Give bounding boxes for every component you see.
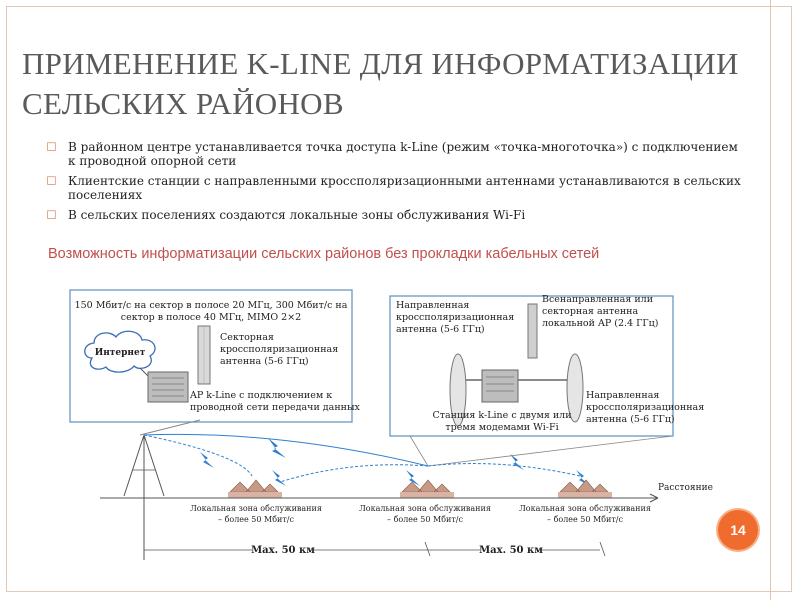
ap-label-1: AP k-Line с подключением к [190,390,333,401]
zone-label-2-line-2: – более 50 Мбит/с [387,515,463,524]
title-line-2: СЕЛЬСКИХ РАЙОНОВ [22,86,344,121]
dir-antenna-right-label-1: Направленная [586,390,660,401]
village-middle-icon [400,480,454,498]
dir-antenna-left-label-2: кроссполяризационная [396,312,515,323]
dir-antenna-right-label-3: антенна (5-6 ГГц) [586,414,675,425]
sector-antenna-label-3: антенна (5-6 ГГц) [220,356,309,367]
bullet-marker-icon: ◻ [46,207,57,222]
omni-antenna-label-1: Всенаправленная или [542,294,654,305]
zone-label-3-line-2: – более 50 Мбит/с [547,515,623,524]
ap-label-2: проводной сети передачи данных [190,402,360,413]
station-label-1: Станция k-Line с двумя или [432,410,572,421]
dir-antenna-left-label-1: Направленная [396,300,470,311]
zone-label-3-line-1: Локальная зона обслуживания [519,504,651,513]
axis-label: Расстояние [658,483,713,493]
internet-label: Интернет [94,348,146,358]
speed-text-line-1: 150 Мбит/с на сектор в полосе 20 МГц, 300 Мбит/с на [74,300,348,311]
network-diagram [40,280,720,565]
zone-label-2-line-1: Локальная зона обслуживания [359,504,491,513]
omni-antenna-label-3: локальной AP (2.4 ГГц) [542,318,659,329]
left-panel [70,290,361,422]
bullet-item [46,208,746,222]
bullet-text: В сельских поселениях создаются локальные зоны обслуживания Wi-Fi [68,208,526,222]
access-point-icon [148,372,188,402]
bullet-list [46,140,746,228]
sector-antenna-label-1: Секторная [220,332,274,343]
distance-tick [600,542,605,556]
bullet-text: Клиентские станции с направленными кроссполяризационными антеннами устанавливаются в сельских поселениях [68,174,741,202]
slide-side-rule [770,0,771,600]
sector-antenna-label-2: кроссполяризационная [220,344,339,355]
zone-label-1-line-2: – более 50 Мбит/с [218,515,294,524]
dir-antenna-left-label-3: антенна (5-6 ГГц) [396,324,485,335]
omni-antenna-icon [528,304,537,358]
right-callout-lines [410,436,673,466]
distance-label-1: Max. 50 км [251,545,315,556]
station-label-2: тремя модемами Wi-Fi [445,422,559,433]
bullet-marker-icon: ◻ [46,139,57,154]
key-message: Возможность информатизации сельских районов без прокладки кабельных сетей [48,246,600,262]
omni-antenna-label-2: секторная антенна [542,306,639,317]
village-left-icon [228,480,282,498]
client-station-icon [482,370,518,402]
title-line-1: ПРИМЕНЕНИЕ K-LINE ДЛЯ ИНФОРМАТИЗАЦИИ [22,46,739,81]
slide-title [22,44,762,124]
speed-text-line-2: сектор в полосе 40 МГц, MIMO 2×2 [120,312,302,323]
distance-label-2: Max. 50 км [479,545,543,556]
village-right-icon [558,480,612,498]
lightning-bolt-icons [200,438,590,486]
bullet-item [46,174,746,202]
bullet-item [46,140,746,168]
bullet-text: В районном центре устанавливается точка доступа k-Line (режим «точка-многоточка») с подключением к проводной опорной сети [68,140,738,168]
page-number-badge: 14 [718,510,758,550]
bullet-marker-icon: ◻ [46,173,57,188]
zone-label-1-line-1: Локальная зона обслуживания [190,504,322,513]
distance-tick [425,542,430,556]
dir-antenna-right-label-2: кроссполяризационная [586,402,705,413]
right-panel [390,294,704,436]
